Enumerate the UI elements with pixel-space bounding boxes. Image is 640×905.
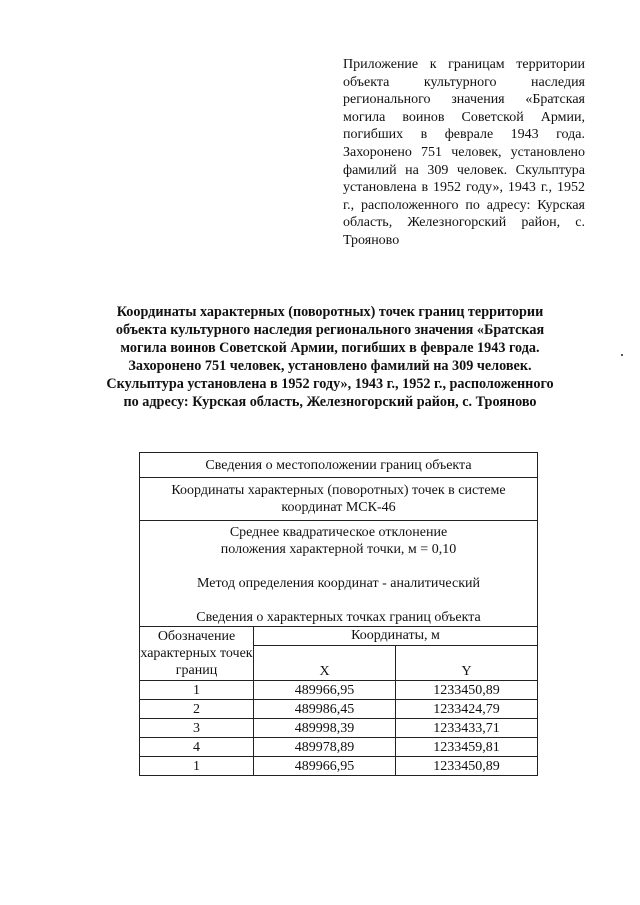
- table-title-row: [140, 453, 538, 478]
- method-text: Метод определения координат - аналитический: [197, 576, 480, 591]
- point-label: 4: [140, 738, 254, 757]
- x-value: 489978,89: [254, 738, 396, 757]
- y-value: 1233459,81: [396, 738, 538, 757]
- table-row: [140, 681, 538, 700]
- x-value: 489966,95: [254, 681, 396, 700]
- y-value: 1233424,79: [396, 700, 538, 719]
- x-value: 489986,45: [254, 700, 396, 719]
- y-column-header: Y: [396, 646, 538, 681]
- deviation-text: Среднее квадратическое отклонение положения характерной точки, м = 0,10: [220, 525, 457, 557]
- x-value: 489966,95: [254, 757, 396, 776]
- appendix-note: Приложение к границам территории объекта культурного наследия регионального значения «Братская могила воинов Советской Армии, погибших в феврале 1943 года. Захоронено 751 человек, установлено фамилий на 309 человек. Скульптура установлена в 1952 году», 1943 г., 1952 г., расположенного по адресу: Курская область, Железногорский район, с. Трояново: [343, 57, 585, 248]
- points-title: Сведения о характерных точках границ объекта: [196, 610, 481, 625]
- point-column-header: Обозначение характерных точек границ: [140, 627, 254, 681]
- y-value: 1233450,89: [396, 681, 538, 700]
- document-heading: Координаты характерных (поворотных) точек границ территории объекта культурного наследия регионального значения «Братская могила воинов Советской Армии, погибших в феврале 1943 года. Захоронено 751 человек, установлено фамилий на 309 человек. Скульптура установлена в 1952 году», 1943 г., 1952 г., расположенного по адресу: Курская область, Железногорский район, с. Трояново: [106, 304, 554, 410]
- column-header-row: [140, 627, 538, 646]
- point-label: 1: [140, 757, 254, 776]
- table-title: Сведения о местоположении границ объекта: [140, 453, 538, 478]
- point-label: 1: [140, 681, 254, 700]
- table-row: [140, 757, 538, 776]
- coordinates-table: [139, 452, 538, 776]
- coordinate-system-row: [140, 478, 538, 521]
- table-row: [140, 719, 538, 738]
- point-label: 3: [140, 719, 254, 738]
- point-label: 2: [140, 700, 254, 719]
- accuracy-method-cell: [140, 521, 538, 627]
- coordinates-column-header: Координаты, м: [254, 627, 538, 646]
- stray-mark: [621, 354, 623, 356]
- y-value: 1233450,89: [396, 757, 538, 776]
- table-row: [140, 700, 538, 719]
- y-value: 1233433,71: [396, 719, 538, 738]
- accuracy-method-row: [140, 521, 538, 627]
- table-row: [140, 738, 538, 757]
- x-value: 489998,39: [254, 719, 396, 738]
- x-column-header: X: [254, 646, 396, 681]
- coordinate-system-text: Координаты характерных (поворотных) точек в системе координат МСК-46: [140, 478, 538, 521]
